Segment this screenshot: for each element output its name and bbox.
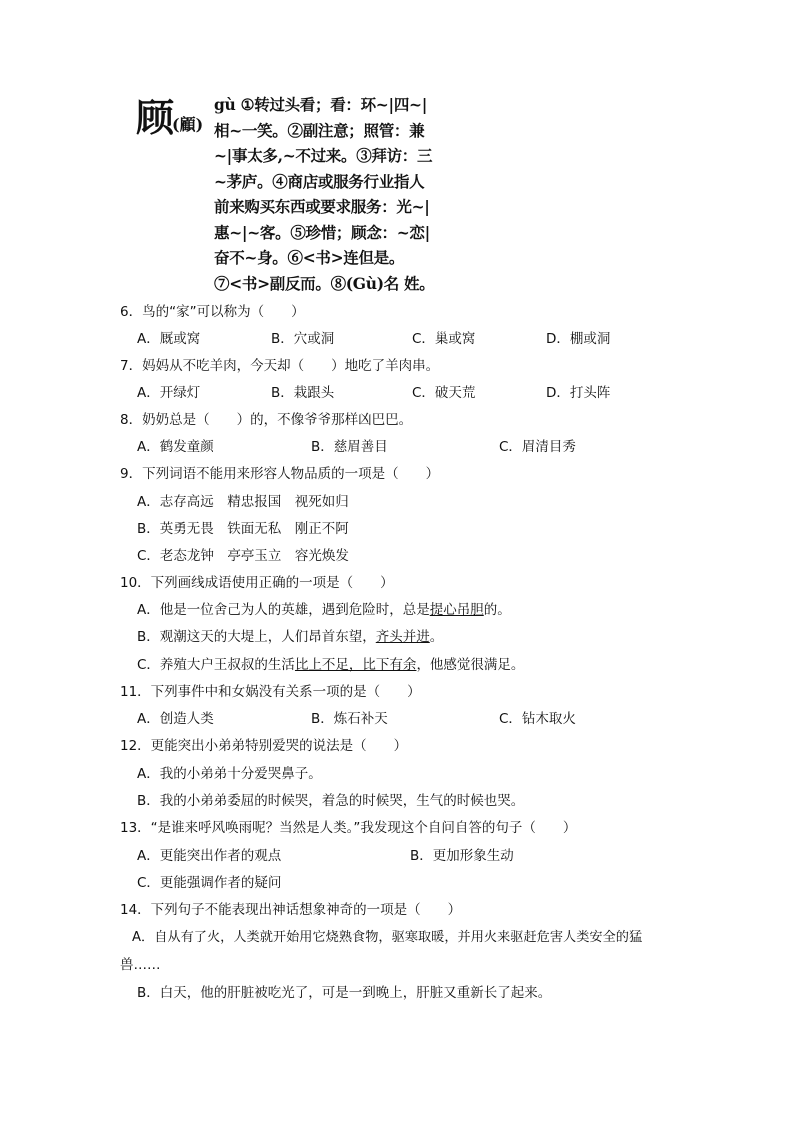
dictionary-headword: 顾 (136, 95, 175, 140)
q6-option-d[interactable]: D．棚或洞 (546, 331, 611, 347)
dictionary-line: 奋不~身。⑥<书>连但是。 (214, 248, 405, 267)
option-text: B．观潮这天的大堤上，人们昂首东望， (137, 629, 376, 645)
q7-option-d[interactable]: D．打头阵 (546, 385, 611, 401)
q14-option-a[interactable]: A．自从有了火，人类就开始用它烧熟食物，驱寒取暖，并用火来驱赶危害人类安全的猛 (132, 930, 643, 945)
q9-option-b[interactable]: B．英勇无畏 铁面无私 刚正不阿 (137, 521, 349, 537)
underlined-idiom: 提心吊胆 (429, 602, 484, 618)
question-12-stem: 12．更能突出小弟弟特别爱哭的说法是（ ） (120, 738, 408, 754)
dictionary-traditional-form: (顧) (172, 115, 204, 134)
underlined-idiom: 比上不足，比下有余 (294, 657, 417, 673)
q12-option-a[interactable]: A．我的小弟弟十分爱哭鼻子。 (137, 766, 322, 782)
q14-option-b[interactable]: B．白天，他的肝脏被吃光了，可是一到晚上，肝脏又重新长了起来。 (137, 985, 552, 1001)
q11-option-a[interactable]: A．创造人类 (137, 711, 214, 727)
q7-option-a[interactable]: A．开绿灯 (137, 385, 201, 401)
dictionary-line: gù ①转过头看；看：环~|四~| (214, 95, 428, 114)
q8-option-b[interactable]: B．慈眉善目 (311, 439, 388, 455)
q9-option-c[interactable]: C．老态龙钟 亭亭玉立 容光焕发 (137, 548, 349, 564)
q8-option-c[interactable]: C．眉清目秀 (499, 439, 576, 455)
option-text: C．养殖大户王叔叔的生活 (137, 657, 295, 673)
dictionary-entry-image (136, 92, 436, 292)
question-13-stem: 13．“是谁来呼风唤雨呢？当然是人类。”我发现这个自问自答的句子（ ） (120, 820, 577, 836)
question-11-stem: 11．下列事件中和女娲没有关系一项的是（ ） (120, 684, 421, 700)
option-text: 的。 (483, 602, 511, 618)
q11-option-c[interactable]: C．钻木取火 (499, 711, 576, 727)
dictionary-line: ~茅庐。④商店或服务行业指人 (214, 171, 425, 191)
dictionary-line: ⑦<书>副反而。⑧(Gù)名 姓。 (214, 273, 435, 293)
q12-option-b[interactable]: B．我的小弟弟委屈的时候哭，着急的时候哭，生气的时候也哭。 (137, 793, 525, 809)
dictionary-line: 惠~|~客。⑤珍惜；顾念：~恋| (214, 222, 430, 242)
q7-option-c[interactable]: C．破天荒 (412, 385, 476, 401)
q9-option-a[interactable]: A．志存高远 精忠报国 视死如归 (137, 494, 349, 510)
question-8-stem: 8．奶奶总是（ ）的，不像爷爷那样凶巴巴。 (120, 412, 413, 428)
dictionary-line: 前来购买东西或要求服务：光~| (214, 197, 430, 216)
q7-option-b[interactable]: B．栽跟头 (271, 385, 335, 401)
q14-option-a-continued: 兽…… (120, 957, 161, 973)
question-9-stem: 9．下列词语不能用来形容人物品质的一项是（ ） (120, 466, 440, 482)
q6-option-a[interactable]: A．厩或窝 (137, 331, 201, 347)
dictionary-line: ~|事太多,~不过来。③拜访：三 (214, 146, 433, 165)
option-text: ，他感觉很满足。 (416, 657, 525, 673)
q6-option-b[interactable]: B．穴或洞 (271, 331, 335, 347)
q11-option-b[interactable]: B．炼石补天 (311, 711, 388, 727)
option-text: 。 (429, 629, 444, 645)
q13-option-a[interactable]: A．更能突出作者的观点 (137, 848, 282, 864)
underlined-idiom: 齐头并进 (375, 629, 430, 645)
q10-option-b[interactable] (137, 627, 443, 647)
q6-option-c[interactable]: C．巢或窝 (412, 331, 476, 347)
q10-option-a[interactable] (137, 600, 511, 620)
dictionary-definitions (214, 92, 438, 296)
option-text: A．他是一位舍己为人的英雄，遇到危险时，总是 (137, 602, 430, 618)
question-7-stem: 7．妈妈从不吃羊肉，今天却（ ）地吃了羊肉串。 (120, 358, 440, 374)
q13-option-b[interactable]: B．更加形象生动 (410, 848, 514, 864)
dictionary-line: 相~一笑。②副注意；照管：兼 (214, 120, 425, 140)
question-14-stem: 14．下列句子不能表现出神话想象神奇的一项是（ ） (120, 902, 462, 918)
q8-option-a[interactable]: A．鹤发童颜 (137, 439, 214, 455)
question-6-stem: 6．鸟的“家”可以称为（ ） (120, 304, 305, 320)
q13-option-c[interactable]: C．更能强调作者的疑问 (137, 875, 282, 891)
q10-option-c[interactable] (137, 655, 524, 675)
question-10-stem: 10．下列画线成语使用正确的一项是（ ） (120, 575, 394, 591)
